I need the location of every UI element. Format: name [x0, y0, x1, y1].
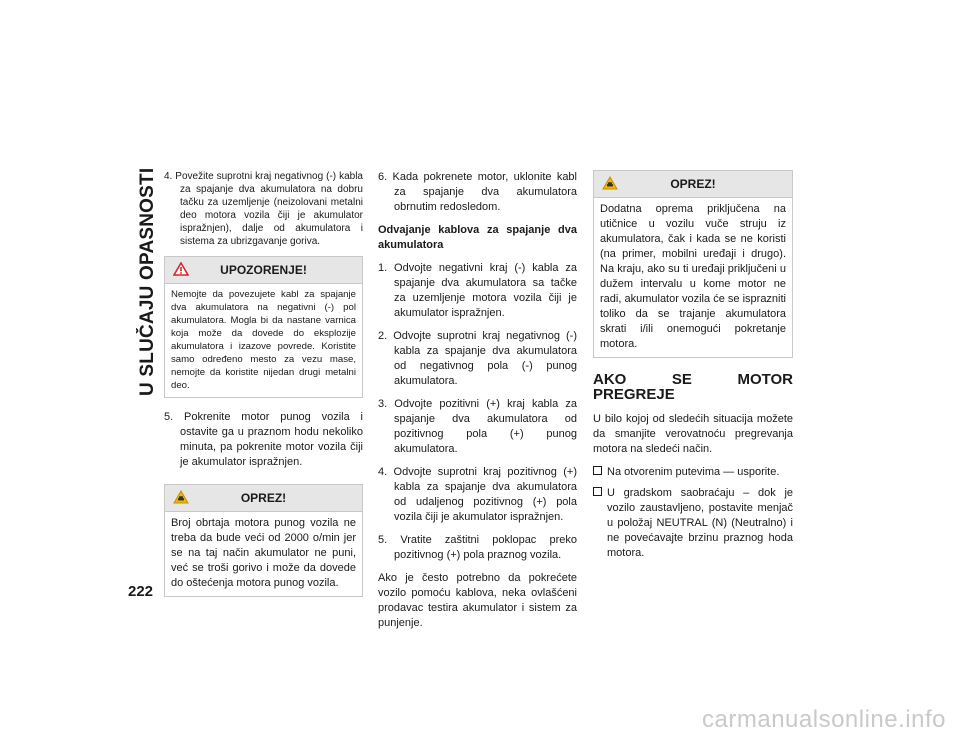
- step-4-connect-ground: 4. Povežite suprotni kraj negativnog (-) kabla za spajanje dva akumulatora na dobru tačku za uzemljenje (neizolovani metalni deo motora vozila čiji je akumulator ispražnjen), dalje od akumulatora i sistema za ubrizgavanje goriva.: [164, 171, 363, 247]
- section-side-title: U SLUČAJU OPASNOSTI: [137, 168, 158, 397]
- disconnect-step-2: 2. Odvojte suprotni kraj negativnog (-) kabla za spajanje dva akumulatora od negativnog pola (-) punog akumulatora.: [378, 330, 577, 387]
- caution-title: OPREZ!: [240, 490, 287, 505]
- column-3: [593, 170, 793, 567]
- disconnect-step-5: 5. Vratite zaštitni poklopac preko pozitivnog (+) pola praznog vozila.: [378, 534, 577, 561]
- caution-car-icon: [173, 490, 189, 508]
- caution-box: [164, 484, 363, 597]
- column-2: [378, 170, 577, 631]
- bullet-city-traffic-text: U gradskom saobraćaju – dok je vozilo zaustavljeno, postavite menjač u položaj NEUTRAL (N) (Neutralno) i ne povećavajte brzinu praznog hoda motora.: [607, 487, 793, 559]
- caution-box-header: [165, 485, 362, 512]
- caution-car-icon: [602, 176, 618, 194]
- column-1: [164, 170, 363, 609]
- caution-box-accessories-header: [594, 171, 792, 198]
- warning-text: Nemojte da povezujete kabl za spajanje dva akumulatora na negativni (-) pol akumulatora. Mogla bi da nastane varnica koja može da dovede do eksplozije akumulatora i izazove povrede. Koristite samo određeno mesto za vezu mase, nemojte da koristite nijedan drugi metalni deo.: [171, 289, 356, 391]
- warning-box: [164, 256, 363, 398]
- checkbox-bullet-icon: [593, 487, 602, 496]
- battery-test-paragraph: Ako je često potrebno da pokrećete vozilo pomoću kablova, neka ovlašćeni prodavac testira akumulator i sistem za punjenje.: [378, 572, 577, 629]
- step-6-remove-cables: 6. Kada pokrenete motor, uklonite kabl za spajanje dva akumulatora obrnutim redosledom.: [378, 171, 577, 213]
- section-heading-overheat: AKO SE MOTOR PREGREJE: [593, 371, 793, 403]
- disconnect-step-3: 3. Odvojte pozitivni (+) kraj kabla za spajanje dva akumulatora od pozitivnog pola (+) punog akumulatora.: [378, 398, 577, 455]
- checkbox-bullet-icon: [593, 466, 602, 475]
- disconnect-step-1: 1. Odvojte negativni kraj (-) kabla za spajanje dva akumulatora sa tačke za uzemljenje motora vozila čiji je akumulator ispražnjen.: [378, 262, 577, 319]
- caution-accessories-title: OPREZ!: [670, 176, 716, 191]
- caution-box-accessories: [593, 170, 793, 358]
- bullet-open-road: [593, 465, 793, 480]
- disconnect-step-4: 4. Odvojte suprotni kraj pozitivnog (+) kabla za spajanje dva akumulatora od udaljenog pozitivnog (+) pola vozila čiji je akumulator ispražnjen.: [378, 466, 577, 523]
- step-5-start-engine: 5. Pokrenite motor punog vozila i ostavite ga u praznom hodu nekoliko minuta, pa pokrenite motor vozila čiji je akumulator ispražnjen.: [164, 411, 363, 468]
- page-number: 222: [128, 583, 154, 600]
- overheat-intro: U bilo kojoj od sledećih situacija možete da smanjite verovatnoću pregrevanja motora na sledeći način.: [593, 413, 793, 455]
- bullet-city-traffic: [593, 486, 793, 561]
- section-heading-disconnect: Odvajanje kablova za spajanje dva akumulatora: [378, 224, 577, 251]
- caution-accessories-text: Dodatna oprema priključena na utičnice u vozilu vuče struju iz akumulatora, čak i kada se ne koristi (na primer, mobilni uređaji i drugo). Na kraju, ako su ti uređaji priključeni u dužem intervalu u kome motor ne radi, akumulator vozila će se isprazniti toliko da se trajanje akumulatora skrati i/ili onemogući pokretanje motora.: [600, 203, 786, 350]
- warning-box-header: [165, 257, 362, 284]
- warning-title: UPOZORENJE!: [220, 262, 307, 277]
- warning-triangle-icon: [173, 262, 189, 280]
- bullet-open-road-text: Na otvorenim putevima — usporite.: [607, 466, 780, 478]
- footer-watermark-url: carmanualsonline.info: [702, 706, 946, 733]
- caution-text: Broj obrtaja motora punog vozila ne treba da bude veći od 2000 o/min jer se na taj način akumulator ne puni, već se troši gorivo i može da dovede do oštećenja motora punog vozila.: [171, 517, 356, 589]
